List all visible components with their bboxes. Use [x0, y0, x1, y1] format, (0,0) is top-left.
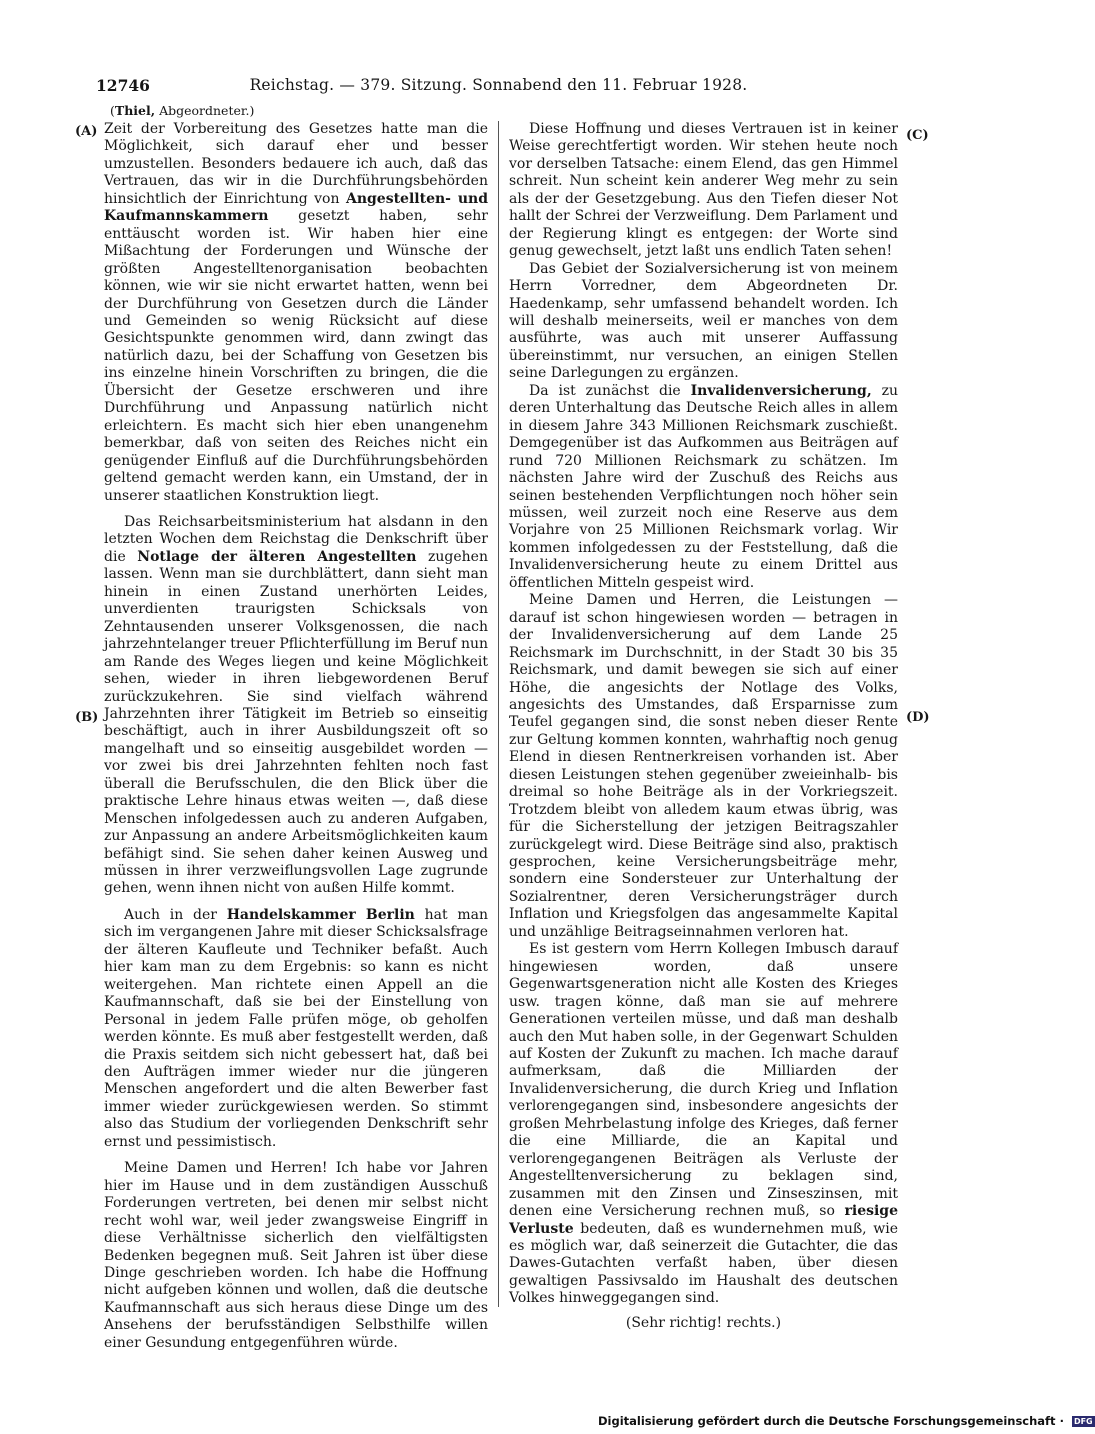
footer-text: Digitalisierung gefördert durch die Deutsche Forschungsgemeinschaft [598, 1414, 1056, 1428]
speaker-open: ( [110, 103, 115, 118]
speaker-role: Abgeordneter.) [159, 103, 255, 118]
running-title: Reichstag. — 379. Sitzung. Sonnabend den 11. Februar 1928. [249, 76, 748, 94]
speaker-line [110, 103, 254, 118]
paragraph: Es ist gestern vom Herrn Kollegen Imbusch darauf hingewiesen worden, daß unsere Gegenwartsgeneration nicht alle Kosten des Krieges usw. tragen könne, daß man sie auf mehrere Generationen verteilen müsse, und daß man deshalb auch den Mut haben solle, in der Gegenwart Schulden auf Kosten der Zukunft zu machen. Ich mache darauf aufmerksam, daß die Milliarden der Invalidenversicherung, die durch Krieg und Inflation verlorengegangen sind, insbesondere angesichts der großen Mehrbelastung infolge des Krieges, daß ferner die eine Milliarde, die an Kapital und verlorengegangenen Beiträgen als Verluste der Angestelltenversicherung zu beklagen sind, zusammen mit den Zinsen und Zinseszinsen, mit denen eine Versicherung rechnen muß, so riesige Verluste bedeuten, daß es wundernehmen muß, wie es möglich war, daß seinerzeit die Gutachter, die das Dawes-Gutachten verfaßt haben, über diesen gewaltigen Passivsaldo im Haushalt des deutschen Volkes hinweggegangen sind. [509, 941, 898, 1307]
digitization-footer [598, 1414, 1095, 1428]
paragraph: Meine Damen und Herren, die Leistungen — darauf ist schon hingewiesen worden — betragen in der Invalidenversicherung auf dem Lande 25 Reichsmark im Durchschnitt, in der Stadt 30 bis 35 Reichsmark, und damit bewegen sie sich auf einer Höhe, die angesichts der Notlage des Volks, angesichts des Umstandes, daß Ersparnisse zum Teufel gegangen sind, die sonst neben dieser Rente zur Geltung kommen konnten, wahrhaftig noch genug Elend in diesen Rentnerkreisen vorhanden ist. Aber diesen Leistungen stehen gegenüber zweieinhalb- bis dreimal so hohe Beiträge als in der Vorkriegszeit. Trotzdem bleibt von alledem kaum etwas übrig, was für die Sicherstellung der jetzigen Beitragszahler zurückgelegt wird. Diese Beiträge sind also, praktisch gesprochen, keine Versicherungsbeiträge mehr, sondern eine Sondersteuer zur Unterhaltung der Sozialrentner, deren Versicherungsträger durch Inflation und Kriegsfolgen das angesammelte Kapital und unzählige Beitragseinnahmen verloren hat. [509, 592, 898, 940]
footer-separator: · [1055, 1414, 1068, 1428]
paragraph: Da ist zunächst die Invalidenversicherung, zu deren Unterhaltung das Deutsche Reich alles in allem in diesem Jahre 343 Millionen Reichsmark zuschießt. Demgegenüber ist das Aufkommen aus Beiträgen auf rund 720 Millionen Reichsmark zu schätzen. Im nächsten Jahre wird der Zuschuß des Reichs aus seinen bestehenden Verpflichtungen noch höher sein müssen, weil zurzeit noch eine Reserve aus dem Vorjahre von 25 Millionen Reichsmark vorlag. Wir kommen infolgedessen zu der Feststellung, daß die Invalidenversicherung heute zu einem Drittel aus öffentlichen Mitteln gespeist wird. [509, 382, 898, 591]
column-rule [498, 121, 499, 1307]
paragraph: Zeit der Vorbereitung des Gesetzes hatte man die Möglichkeit, sich darauf eher und besser umzustellen. Besonders bedauere ich auch, daß das Vertrauen, das wir in die Durchführungsbehörden hinsichtlich der Einrichtung von Angestellten- und Kaufmannskammern gesetzt haben, sehr enttäuscht worden ist. Wir haben hier eine Mißachtung der Forderungen und Wünsche der größten Angestelltenorganisation beobachten können, wie wir sie nicht erwartet hatten, wenn bei der Durchführung von Gesetzen durch die Länder und Gemeinden so wenig Rücksicht auf diese Gesichtspunkte genommen wird, dann zwingt das natürlich dazu, bei der Schaffung von Gesetzen bis ins einzelne hinein Vorschriften zu bringen, die die Übersicht der Gesetze erschweren und ihre Durchführung und Anpassung natürlich nicht erleichtern. Es macht sich hier eben unangenehm bemerkbar, daß von seiten des Reiches nicht ein genügender Einfluß auf die Durchführungsbehörden geltend gemacht werden kann, ein Umstand, der in unserer staatlichen Konstruktion liegt. [104, 121, 488, 504]
paragraph: Das Reichsarbeitsministerium hat alsdann in den letzten Wochen dem Reichstag die Denkschrift über die Notlage der älteren Angestellten zugehen lassen. Wenn man sie durchblättert, dann sieht man hinein in einen Zustand unerhörten Leides, unverdienten traurigsten Schicksals von Zehntausenden unserer Volksgenossen, die nach jahrzehntelanger treuer Pflichterfüllung im Beruf nun am Rande des Weges liegen und keine Möglichkeit sehen, wieder in ihren liebgewordenen Beruf zurückzukehren. Sie sind vielfach während Jahrzehnten ihrer Tätigkeit im Betrieb so einseitig beschäftigt, auch in ihrer Ausbildungszeit oft so mangelhaft und so einseitig ausgebildet worden — vor zwei bis drei Jahrzehnten fehlten noch fast überall die Berufsschulen, die den Blick über die praktische Lehre hinaus etwas weiten —, daß diese Menschen infolgedessen auch zu anderen Aufgaben, zur Anpassung an andere Arbeitsmöglichkeiten kaum befähigt sind. Sie sehen daher keinen Ausweg und müssen in ihrer verzweiflungsvollen Lage zugrunde gehen, wenn ihnen nicht von außen Hilfe kommt. [104, 513, 488, 897]
applause-note: (Sehr richtig! rechts.) [625, 1314, 782, 1331]
page-number: 12746 [96, 76, 150, 95]
paragraph: Das Gebiet der Sozialversicherung ist von meinem Herrn Vorredner, dem Abgeordneten Dr. Haedenkamp, sehr umfassend behandelt worden. Ich will deshalb meinerseits, weil er manches von dem ausführte, was auch mit unserer Auffassung übereinstimmt, nur versuchen, an einigen Stellen seine Darlegungen zu ergänzen. [509, 260, 898, 382]
speaker-name: Thiel, [114, 103, 156, 118]
margin-marker-d: (D) [906, 710, 930, 725]
margin-marker-b: (B) [75, 710, 99, 725]
paragraph: Meine Damen und Herren! Ich habe vor Jahren hier im Hause und in dem zuständigen Ausschuß Forderungen vertreten, bei denen mir selbst nicht recht wohl war, weil jeder zwangsweise Eingriff in diese Verhältnisse sicherlich den vielfältigsten Bedenken begegnen muß. Seit Jahren ist über diese Dinge geschrieben worden. Ich habe die Hoffnung nicht aufgeben können und wollen, daß die deutsche Kaufmannschaft aus sich heraus diese Dinge um des Ansehens der berufsständigen Selbsthilfe willen einer Gesundung entgegenführen würde. [104, 1160, 488, 1351]
page-header [96, 76, 901, 98]
dfg-logo: DFG [1073, 1417, 1093, 1426]
margin-marker-c: (C) [906, 128, 929, 143]
left-column [104, 121, 488, 1352]
margin-marker-a: (A) [75, 124, 98, 139]
right-column [509, 121, 898, 1332]
paragraph: Diese Hoffnung und dieses Vertrauen ist in keiner Weise gerechtfertigt worden. Wir stehen heute noch vor derselben Tatsache: einem Elend, das gen Himmel schreit. Nun scheint kein anderer Weg mehr zu sein als der der Gesetzgebung. Aus den Tiefen dieser Not hallt der Schrei der Verzweiflung. Dem Parlament und der Regierung klingt es entgegen: der Worte sind genug gewechselt, jetzt laßt uns endlich Taten sehen! [509, 121, 898, 260]
paragraph: Auch in der Handelskammer Berlin hat man sich im vergangenen Jahre mit dieser Schicksalsfrage der älteren Kaufleute und Techniker befaßt. Auch hier kam man zu dem Ergebnis: so kann es nicht weitergehen. Man richtete einen Appell an die Kaufmannschaft, daß sie bei der Einstellung von Personal in jedem Falle prüfen möge, ob geholfen werden könnte. Es muß aber festgestellt werden, daß die Praxis seitdem sich nicht gebessert hat, daß bei den Aufträgen immer wieder nur die jüngeren Menschen angefordert und die alten Bewerber fast immer wieder zurückgewiesen werden. So stimmt also das Studium der vorliegenden Denkschrift sehr ernst und pessimistisch. [104, 906, 488, 1150]
